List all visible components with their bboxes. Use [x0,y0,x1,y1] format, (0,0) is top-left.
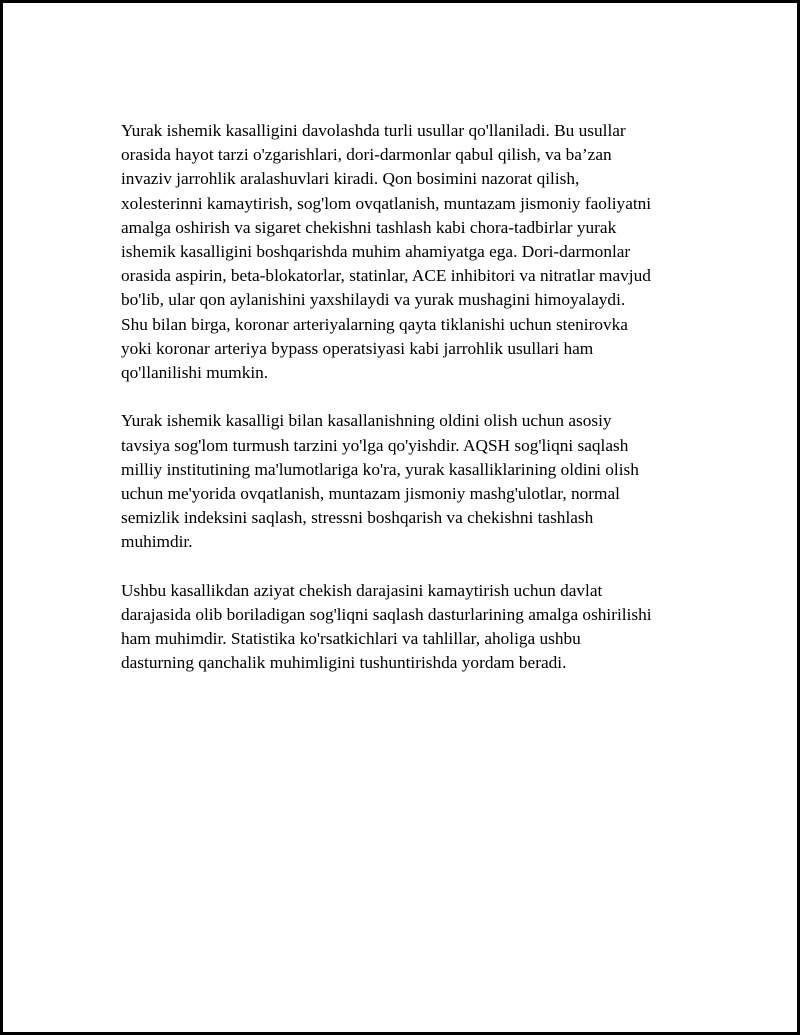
text-line: invaziv jarrohlik aralashuvlari kiradi. Qon bosimini nazorat qilish, [121,169,580,189]
text-line: xolesterinni kamaytirish, sog'lom ovqatlanish, muntazam jismoniy faoliyatni [121,193,652,213]
text-line: darajasida olib boriladigan sog'liqni saqlash dasturlarining amalga oshirilishi [121,605,652,625]
text-line: uchun me'yorida ovqatlanish, muntazam jismoniy mashg'ulotlar, normal [121,484,620,504]
text-line: ham muhimdir. Statistika ko'rsatkichlari va tahlillar, aholiga ushbu [121,629,581,649]
text-line: orasida aspirin, beta-blokatorlar, statinlar, ACE inhibitori va nitratlar mavjud [121,266,651,286]
text-line: semizlik indeksini saqlash, stressni boshqarish va chekishni tashlash [121,508,594,528]
text-line: dasturning qanchalik muhimligini tushuntirishda yordam beradi. [121,653,567,673]
paragraph-2 [121,409,721,554]
paragraph-1 [121,119,721,385]
text-line: ishemik kasalligini boshqarishda muhim ahamiyatga ega. Dori-darmonlar [121,242,631,262]
document-body [121,119,721,700]
text-line: amalga oshirish va sigaret chekishni tashlash kabi chora-tadbirlar yurak [121,217,617,237]
text-line: orasida hayot tarzi o'zgarishlari, dori-darmonlar qabul qilish, va ba’zan [121,145,612,165]
text-line: milliy institutining ma'lumotlariga ko'ra, yurak kasalliklarining oldini olish [121,459,639,479]
paragraph-3 [121,579,721,676]
text-line: tavsiya sog'lom turmush tarzini yo'lga qo'yishdir. AQSH sog'liqni saqlash [121,435,629,455]
text-line: Yurak ishemik kasalligi bilan kasallanishning oldini olish uchun asosiy [121,411,612,431]
text-line: Ushbu kasallikdan aziyat chekish darajasini kamaytirish uchun davlat [121,580,603,600]
text-line: qo'llanilishi mumkin. [121,363,269,383]
text-line: muhimdir. [121,532,193,552]
text-line: Yurak ishemik kasalligini davolashda turli usullar qo'llaniladi. Bu usullar [121,121,626,140]
text-line: Shu bilan birga, koronar arteriyalarning qayta tiklanishi uchun stenirovka [121,314,628,334]
text-line: bo'lib, ular qon aylanishini yaxshilaydi va yurak mushagini himoyalaydi. [121,290,626,310]
text-line: yoki koronar arteriya bypass operatsiyasi kabi jarrohlik usullari ham [121,338,594,358]
